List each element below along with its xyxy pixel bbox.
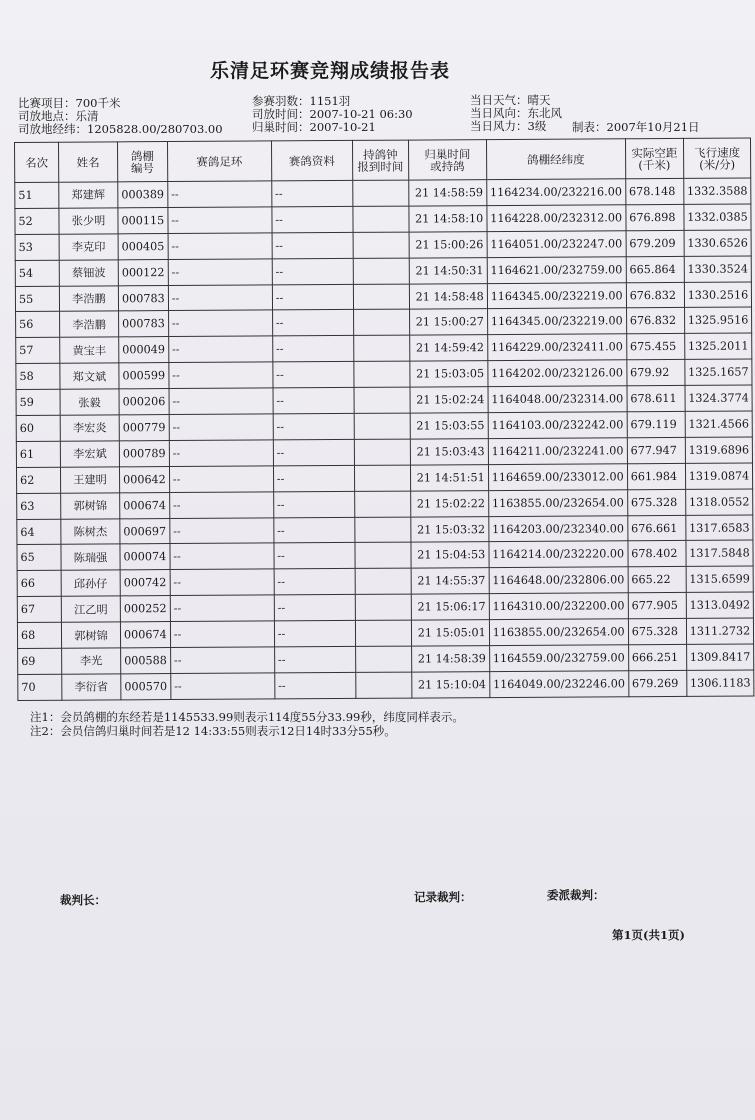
header-info: 赛鸽资料 — [271, 140, 352, 180]
cell-rank: 60 — [16, 415, 60, 441]
cell-ring: -- — [170, 569, 274, 596]
cell-clock-time — [353, 335, 409, 361]
cell-coordinates: 1164051.00/232247.00 — [487, 231, 626, 258]
cell-loft-id: 000405 — [118, 233, 168, 259]
cell-distance: 661.984 — [627, 463, 685, 489]
release-coordinates — [18, 123, 223, 136]
cell-speed: 1324.3774 — [685, 385, 753, 411]
cell-ring: -- — [168, 310, 272, 337]
cell-clock-time — [355, 594, 411, 620]
cell-speed: 1317.5848 — [686, 540, 754, 566]
meta-value: 1205828.00/280703.00 — [87, 122, 223, 136]
cell-return-time: 21 14:58:59 — [408, 180, 486, 206]
cell-clock-time — [355, 672, 411, 698]
cell-loft-id: 000588 — [121, 648, 171, 674]
header-text: 鸽棚 — [130, 148, 154, 163]
cell-rank: 63 — [17, 493, 61, 519]
cell-rank: 69 — [18, 648, 62, 674]
cell-return-time: 21 15:10:04 — [411, 672, 489, 698]
cell-speed: 1309.8417 — [686, 644, 754, 670]
cell-speed: 1321.4566 — [685, 411, 753, 437]
cell-speed: 1325.2011 — [684, 333, 752, 359]
cell-ring: -- — [170, 595, 274, 622]
cell-loft-id: 000779 — [119, 415, 169, 441]
cell-coordinates: 1163855.00/232654.00 — [488, 489, 627, 516]
cell-coordinates: 1164103.00/232242.00 — [488, 412, 627, 439]
cell-speed: 1330.3524 — [684, 256, 752, 282]
cell-distance: 679.92 — [627, 360, 685, 386]
cell-ring: -- — [170, 621, 274, 648]
cell-ring: -- — [168, 336, 272, 363]
cell-return-time: 21 15:03:05 — [410, 361, 488, 387]
cell-rank: 65 — [17, 545, 61, 571]
cell-return-time: 21 14:58:10 — [409, 206, 487, 232]
race-info-left — [18, 97, 223, 136]
cell-clock-time — [355, 646, 411, 672]
cell-loft-id: 000674 — [120, 622, 170, 648]
cell-info: -- — [273, 388, 354, 414]
meta-label: 司放时间： — [252, 107, 310, 121]
cell-info: -- — [274, 646, 355, 672]
meta-label: 当日风向： — [470, 106, 528, 120]
cell-rank: 56 — [16, 312, 60, 338]
cell-rank: 51 — [15, 182, 59, 208]
cell-speed: 1317.6583 — [686, 515, 754, 541]
cell-info: -- — [272, 336, 353, 362]
meta-value: 东北风 — [527, 106, 562, 120]
footnote: 注2：会员信鸽归巢时间若是12 14:33:55则表示12日14时33分55秒。 — [30, 724, 396, 738]
cell-return-time: 21 15:00:27 — [409, 309, 487, 335]
cell-distance: 665.22 — [628, 567, 686, 593]
cell-clock-time — [355, 517, 411, 543]
cell-speed: 1325.9516 — [684, 307, 752, 333]
meta-value: 2007年10月21日 — [606, 120, 700, 134]
meta-label: 当日风力： — [470, 119, 528, 133]
cell-clock-time — [353, 206, 409, 232]
meta-label: 制表： — [572, 120, 607, 134]
cell-ring: -- — [169, 492, 273, 519]
cell-name: 李浩鹏 — [59, 285, 118, 311]
header-speed — [683, 138, 751, 178]
cell-distance: 678.148 — [625, 178, 683, 204]
cell-speed: 1319.0874 — [685, 463, 753, 489]
cell-ring: -- — [168, 284, 272, 311]
header-text: 或持鸽 — [430, 158, 465, 173]
cell-distance: 677.905 — [628, 593, 686, 619]
header-clock — [352, 140, 408, 180]
cell-loft-id: 000389 — [118, 182, 168, 208]
cell-name: 张少明 — [59, 208, 118, 234]
results-table — [14, 137, 755, 700]
cell-name: 郭树锦 — [61, 622, 120, 648]
cell-coordinates: 1164229.00/232411.00 — [487, 334, 626, 361]
cell-info: -- — [272, 232, 353, 258]
cell-rank: 62 — [16, 467, 60, 493]
cell-return-time: 21 14:58:48 — [409, 283, 487, 309]
cell-speed: 1311.2732 — [686, 618, 754, 644]
cell-clock-time — [353, 310, 409, 336]
cell-clock-time — [352, 180, 408, 206]
cell-loft-id: 000206 — [119, 389, 169, 415]
wind-force — [470, 120, 562, 133]
cell-clock-time — [354, 491, 410, 517]
cell-return-time: 21 15:03:32 — [411, 516, 489, 542]
cell-ring: -- — [169, 440, 273, 467]
cell-rank: 68 — [17, 622, 61, 648]
cell-clock-time — [354, 361, 410, 387]
cell-distance: 676.832 — [626, 282, 684, 308]
meta-value: 3级 — [527, 119, 547, 133]
cell-name: 邱孙仔 — [61, 570, 120, 596]
cell-distance: 678.402 — [628, 541, 686, 567]
cell-coordinates: 1164228.00/232312.00 — [487, 205, 626, 232]
cell-coordinates: 1164345.00/232219.00 — [487, 308, 626, 335]
cell-clock-time — [355, 543, 411, 569]
cell-speed: 1332.3588 — [683, 178, 751, 204]
cell-clock-time — [355, 620, 411, 646]
cell-speed: 1315.6599 — [686, 566, 754, 592]
meta-label: 比赛项目： — [18, 96, 76, 110]
cell-coordinates: 1164310.00/232200.00 — [489, 593, 628, 620]
cell-distance: 679.209 — [626, 230, 684, 256]
header-ring: 赛鸽足环 — [167, 141, 271, 182]
meta-value: 晴天 — [527, 93, 551, 107]
header-coordinates: 鸽棚经纬度 — [486, 139, 625, 180]
footnotes — [30, 710, 464, 738]
made-by-date — [572, 119, 700, 135]
cell-return-time: 21 15:06:17 — [411, 594, 489, 620]
cell-ring: -- — [170, 543, 274, 570]
cell-info: -- — [273, 491, 354, 517]
cell-rank: 58 — [16, 363, 60, 389]
cell-info: -- — [272, 310, 353, 336]
cell-name: 陈树杰 — [61, 518, 120, 544]
cell-speed: 1318.0552 — [685, 489, 753, 515]
cell-coordinates: 1164048.00/232314.00 — [488, 386, 627, 413]
cell-return-time: 21 15:00:26 — [409, 231, 487, 257]
cell-return-time: 21 14:58:39 — [411, 646, 489, 672]
cell-info: -- — [274, 569, 355, 595]
cell-clock-time — [354, 465, 410, 491]
meta-label: 当日天气： — [470, 93, 528, 107]
footnote: 注1：会员鸽棚的东经若是1145533.99则表示114度55分33.99秒，纬度同样表示。 — [30, 710, 464, 724]
cell-return-time: 21 14:59:42 — [409, 335, 487, 361]
cell-distance: 675.328 — [628, 619, 686, 645]
cell-distance: 676.898 — [626, 204, 684, 230]
cell-info: -- — [274, 543, 355, 569]
cell-speed: 1332.0385 — [684, 204, 752, 230]
cell-loft-id: 000074 — [120, 544, 170, 570]
cell-distance: 676.661 — [628, 515, 686, 541]
cell-clock-time — [355, 568, 411, 594]
cell-coordinates: 1164202.00/232126.00 — [488, 360, 627, 387]
header-text: (千米) — [638, 157, 671, 172]
cell-speed: 1306.1183 — [686, 670, 754, 696]
cell-ring: -- — [169, 414, 273, 441]
cell-distance: 675.328 — [627, 489, 685, 515]
cell-ring: -- — [169, 388, 273, 415]
header-loft — [118, 142, 168, 182]
cell-coordinates: 1164648.00/232806.00 — [489, 567, 628, 594]
cell-loft-id: 000783 — [119, 311, 169, 337]
cell-rank: 52 — [15, 208, 59, 234]
cell-rank: 64 — [17, 519, 61, 545]
cell-rank: 55 — [15, 286, 59, 312]
cell-rank: 67 — [17, 596, 61, 622]
cell-loft-id: 000570 — [121, 673, 171, 699]
cell-name: 王建明 — [60, 467, 119, 493]
cell-clock-time — [353, 284, 409, 310]
cell-ring: -- — [168, 233, 272, 260]
cell-speed: 1313.0492 — [686, 592, 754, 618]
cell-clock-time — [353, 232, 409, 258]
cell-speed: 1330.2516 — [684, 282, 752, 308]
cell-loft-id: 000674 — [120, 492, 170, 518]
meta-value: 700千米 — [75, 96, 121, 110]
cell-name: 李光 — [62, 648, 121, 674]
header-rank: 名次 — [15, 142, 59, 182]
cell-ring: -- — [167, 181, 271, 208]
header-text: 飞行速度 — [694, 145, 741, 160]
cell-clock-time — [354, 439, 410, 465]
cell-return-time: 21 15:05:01 — [411, 620, 489, 646]
record-referee-signature: 记录裁判： — [414, 890, 472, 904]
meta-label: 司放地经纬： — [18, 122, 87, 136]
cell-name: 李衍省 — [62, 674, 121, 700]
return-time — [252, 121, 413, 134]
cell-info: -- — [274, 517, 355, 543]
meta-value: 2007-10-21 06:30 — [309, 107, 413, 121]
cell-info: -- — [273, 413, 354, 439]
cell-name: 李宏斌 — [60, 441, 119, 467]
header-text: (米/分) — [699, 157, 736, 172]
cell-clock-time — [353, 258, 409, 284]
meta-label: 司放地点： — [18, 109, 76, 123]
cell-rank: 59 — [16, 389, 60, 415]
cell-loft-id: 000122 — [118, 259, 168, 285]
race-info-right — [470, 94, 562, 133]
cell-info: -- — [274, 595, 355, 621]
cell-ring: -- — [168, 259, 272, 286]
cell-ring: -- — [170, 647, 274, 674]
cell-return-time: 21 15:02:24 — [410, 387, 488, 413]
cell-distance: 676.832 — [626, 308, 684, 334]
cell-info: -- — [272, 258, 353, 284]
cell-clock-time — [354, 413, 410, 439]
cell-distance: 679.119 — [627, 411, 685, 437]
cell-coordinates: 1164345.00/232219.00 — [487, 282, 626, 309]
cell-info: -- — [272, 284, 353, 310]
cell-ring: -- — [170, 517, 274, 544]
cell-distance: 678.611 — [627, 386, 685, 412]
cell-speed: 1330.6526 — [684, 230, 752, 256]
cell-rank: 61 — [16, 441, 60, 467]
meta-value: 乐清 — [75, 109, 99, 123]
appointed-referee-signature: 委派裁判： — [547, 888, 605, 902]
meta-value: 2007-10-21 — [309, 120, 376, 134]
table-header-row — [15, 138, 751, 182]
cell-loft-id: 000783 — [118, 285, 168, 311]
cell-info: -- — [273, 465, 354, 491]
header-name: 姓名 — [59, 142, 118, 182]
race-info-middle — [252, 95, 413, 134]
cell-ring: -- — [169, 362, 273, 389]
cell-speed: 1325.1657 — [685, 359, 753, 385]
results-body — [15, 178, 754, 700]
cell-info: -- — [274, 672, 355, 698]
cell-rank: 57 — [16, 338, 60, 364]
cell-coordinates: 1163855.00/232654.00 — [489, 619, 628, 646]
header-distance — [625, 138, 683, 178]
cell-distance: 677.947 — [627, 437, 685, 463]
header-text: 编号 — [130, 160, 155, 175]
cell-coordinates: 1164049.00/232246.00 — [489, 671, 628, 698]
cell-return-time: 21 15:03:43 — [410, 439, 488, 465]
header-return-time — [408, 140, 486, 180]
cell-loft-id: 000252 — [120, 596, 170, 622]
cell-ring: -- — [168, 207, 272, 234]
cell-coordinates: 1164559.00/232759.00 — [489, 645, 628, 672]
cell-name: 郑文斌 — [60, 363, 119, 389]
cell-loft-id: 000115 — [118, 207, 168, 233]
cell-coordinates: 1164659.00/233012.00 — [488, 464, 627, 491]
cell-loft-id: 000599 — [119, 363, 169, 389]
cell-return-time: 21 14:55:37 — [411, 568, 489, 594]
cell-rank: 70 — [18, 674, 62, 700]
cell-ring: -- — [169, 466, 273, 493]
cell-loft-id: 000742 — [120, 570, 170, 596]
cell-coordinates: 1164203.00/232340.00 — [489, 515, 628, 542]
cell-name: 蔡钿波 — [59, 260, 118, 286]
cell-loft-id: 000049 — [119, 337, 169, 363]
cell-coordinates: 1164234.00/232216.00 — [486, 179, 625, 206]
header-text: 报到时间 — [357, 159, 404, 174]
cell-name: 江乙明 — [61, 596, 120, 622]
cell-return-time: 21 15:03:55 — [410, 413, 488, 439]
cell-distance: 675.455 — [626, 334, 684, 360]
header-text: 持鸽钟 — [363, 147, 398, 162]
meta-value: 1151羽 — [309, 94, 351, 108]
cell-return-time: 21 14:50:31 — [409, 257, 487, 283]
cell-coordinates: 1164211.00/232241.00 — [488, 438, 627, 465]
table-row — [18, 670, 754, 700]
cell-rank: 54 — [15, 260, 59, 286]
cell-ring: -- — [170, 673, 274, 700]
cell-info: -- — [274, 621, 355, 647]
cell-return-time: 21 14:51:51 — [410, 464, 488, 490]
chief-referee-signature: 裁判长： — [60, 893, 106, 907]
cell-loft-id: 000697 — [120, 518, 170, 544]
cell-name: 张毅 — [60, 389, 119, 415]
report-title: 乐清足环赛竞翔成绩报告表 — [209, 60, 450, 82]
cell-distance: 679.269 — [628, 670, 686, 696]
meta-label: 归巢时间： — [252, 120, 310, 134]
header-text: 归巢时间 — [424, 146, 471, 161]
cell-name: 李浩鹏 — [60, 311, 119, 337]
header-text: 实际空距 — [631, 145, 678, 160]
cell-name: 郭树锦 — [61, 493, 120, 519]
cell-return-time: 21 15:02:22 — [410, 490, 488, 516]
page-number: 第1页(共1页) — [612, 928, 685, 942]
cell-name: 李克印 — [59, 234, 118, 260]
cell-info: -- — [272, 206, 353, 232]
cell-return-time: 21 15:04:53 — [411, 542, 489, 568]
cell-name: 黄宝丰 — [60, 337, 119, 363]
cell-coordinates: 1164621.00/232759.00 — [487, 256, 626, 283]
cell-speed: 1319.6896 — [685, 437, 753, 463]
cell-info: -- — [273, 362, 354, 388]
cell-name: 李宏炎 — [60, 415, 119, 441]
cell-loft-id: 000642 — [119, 466, 169, 492]
cell-clock-time — [354, 387, 410, 413]
cell-rank: 53 — [15, 234, 59, 260]
cell-distance: 665.864 — [626, 256, 684, 282]
meta-label: 参赛羽数： — [252, 94, 310, 108]
cell-coordinates: 1164214.00/232220.00 — [489, 541, 628, 568]
cell-loft-id: 000789 — [119, 440, 169, 466]
cell-name: 陈瑞强 — [61, 544, 120, 570]
cell-distance: 666.251 — [628, 644, 686, 670]
cell-name: 郑建辉 — [59, 182, 118, 208]
cell-info: -- — [271, 180, 352, 206]
cell-info: -- — [273, 439, 354, 465]
cell-rank: 66 — [17, 571, 61, 597]
